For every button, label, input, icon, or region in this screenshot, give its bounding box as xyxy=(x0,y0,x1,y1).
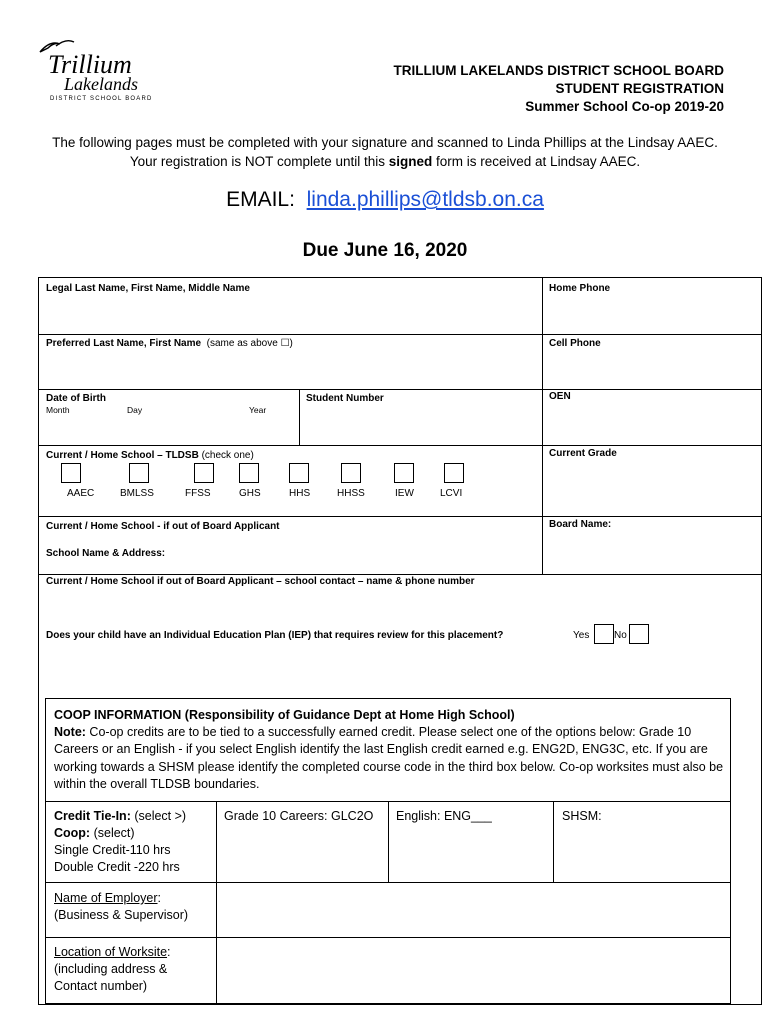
coop-info-text xyxy=(54,707,724,793)
legal-name-field[interactable] xyxy=(39,298,539,332)
header-subtitle: Summer School Co-op 2019-20 xyxy=(525,99,724,114)
location-field[interactable] xyxy=(218,939,728,1003)
school-label-ffss: FFSS xyxy=(185,488,211,499)
coop-label: Coop: xyxy=(54,826,91,840)
employer-sub: (Business & Supervisor) xyxy=(54,908,189,922)
school-checkbox-hhss[interactable] xyxy=(341,463,361,483)
legal-name-label: Legal Last Name, First Name, Middle Name xyxy=(46,283,250,294)
iep-yes-checkbox[interactable] xyxy=(594,624,614,644)
location-sub1: (including address & xyxy=(54,962,168,976)
school-checkbox-iew[interactable] xyxy=(394,463,414,483)
school-label-hhs: HHS xyxy=(289,488,311,499)
home-phone-label: Home Phone xyxy=(549,283,611,294)
coop-select-text: (select) xyxy=(90,826,135,840)
current-grade-field[interactable] xyxy=(544,463,759,515)
out-of-board-label: Current / Home School - if out of Board Applicant xyxy=(46,521,280,532)
school-checkbox-ghs[interactable] xyxy=(239,463,259,483)
student-number-field[interactable] xyxy=(301,408,541,444)
location-label-cell: Location of Worksite: (including address & Contact number) xyxy=(54,945,171,993)
intro-bold: signed xyxy=(388,154,433,169)
month-label: Month xyxy=(46,405,70,415)
header-title: STUDENT REGISTRATION xyxy=(555,81,724,96)
board-logo xyxy=(36,38,156,108)
location-sub2: Contact number) xyxy=(54,979,148,993)
same-as-above-checkbox[interactable]: (same as above ☐) xyxy=(206,338,293,349)
registration-form xyxy=(38,277,762,1005)
logo-text-dsb: DISTRICT SCHOOL BOARD xyxy=(50,96,153,102)
school-label-aaec: AAEC xyxy=(67,488,95,499)
student-number-label: Student Number xyxy=(306,393,384,404)
intro-text-1: The following pages must be completed with your signature and scanned to Linda Phillips at the Lindsay AAEC. Your registration is NOT complete until this xyxy=(52,135,718,169)
school-address-label: School Name & Address: xyxy=(46,548,166,559)
iep-no-label: No xyxy=(614,630,627,641)
coop-heading: COOP INFORMATION (Responsibility of Guidance Dept at Home High School) xyxy=(54,708,515,722)
cell-phone-label: Cell Phone xyxy=(549,338,601,349)
school-checkbox-ffss[interactable] xyxy=(194,463,214,483)
iep-question: Does your child have an Individual Education Plan (IEP) that requires review for this placement? xyxy=(46,630,504,641)
header-org: TRILLIUM LAKELANDS DISTRICT SCHOOL BOARD xyxy=(393,63,724,78)
oen-field[interactable] xyxy=(544,406,759,444)
school-label-hhss: HHSS xyxy=(337,488,365,499)
board-name-label: Board Name: xyxy=(549,519,612,530)
school-checkbox-aaec[interactable] xyxy=(61,463,81,483)
current-school-text: Current / Home School – TLDSB xyxy=(46,450,199,461)
preferred-name-field[interactable] xyxy=(39,354,539,388)
school-contact-field[interactable] xyxy=(39,590,759,620)
school-checkbox-bmlss[interactable] xyxy=(129,463,149,483)
email-link[interactable]: linda.phillips@tldsb.on.ca xyxy=(306,188,544,211)
due-date: Due June 16, 2020 xyxy=(302,240,468,261)
grade10-careers-option[interactable]: Grade 10 Careers: GLC2O xyxy=(224,809,374,823)
single-credit-option[interactable]: Single Credit-110 hrs xyxy=(54,843,171,857)
coop-note-text: Co-op credits are to be tied to a successfully earned credit. Please select one of the options below: Grade 10 Careers or an English - if you select English identify the last English credit earned e.g. ENG2D, ENG3C, etc. If you are working towards a SHSM please identify the completed course code in the third box below. Co-op worksites must also be within the overall TLDSB boundaries. xyxy=(54,725,724,791)
location-label: Location of Worksite xyxy=(54,945,168,959)
iep-no-checkbox[interactable] xyxy=(629,624,649,644)
credit-tie-select-text: (select >) xyxy=(130,809,187,823)
school-contact-label: Current / Home School if out of Board Applicant – school contact – name & phone number xyxy=(46,576,475,587)
email-line xyxy=(0,188,770,212)
iep-yes-label: Yes xyxy=(573,630,590,641)
double-credit-option[interactable]: Double Credit -220 hrs xyxy=(54,860,180,874)
dob-field[interactable] xyxy=(39,416,297,444)
school-checkbox-lcvi[interactable] xyxy=(444,463,464,483)
credit-tie-label: Credit Tie-In: xyxy=(54,809,131,823)
employer-label-cell: Name of Employer: (Business & Supervisor) xyxy=(54,891,189,922)
logo-text-lakelands: Lakelands xyxy=(64,74,138,94)
cell-phone-field[interactable] xyxy=(544,354,759,388)
home-phone-field[interactable] xyxy=(544,298,759,332)
check-one-text: (check one) xyxy=(201,450,254,461)
current-school-label xyxy=(46,450,254,461)
email-label: EMAIL: xyxy=(226,188,295,211)
school-label-ghs: GHS xyxy=(239,488,261,499)
school-label-iew: IEW xyxy=(395,488,414,499)
credit-tie-in-cell xyxy=(54,808,186,876)
dob-label: Date of Birth xyxy=(46,393,106,404)
coop-info-section xyxy=(45,698,731,1004)
coop-note-label: Note: xyxy=(54,725,86,740)
year-label: Year xyxy=(249,405,267,415)
shsm-option[interactable]: SHSM: xyxy=(562,809,602,823)
employer-label: Name of Employer xyxy=(54,891,158,905)
preferred-name-label xyxy=(46,338,293,349)
school-label-bmlss: BMLSS xyxy=(120,488,154,499)
current-grade-label: Current Grade xyxy=(549,448,617,459)
preferred-name-text: Preferred Last Name, First Name xyxy=(46,338,202,349)
oen-label: OEN xyxy=(549,391,571,402)
day-label: Day xyxy=(127,405,143,415)
school-label-lcvi: LCVI xyxy=(440,488,463,499)
intro-text-2: form is received at Lindsay AAEC. xyxy=(432,154,641,169)
employer-field[interactable] xyxy=(218,884,728,936)
school-checkbox-hhs[interactable] xyxy=(289,463,309,483)
english-option[interactable]: English: ENG___ xyxy=(396,809,492,823)
logo-text-trillium: Trillium xyxy=(48,50,132,79)
intro-paragraph xyxy=(40,133,730,171)
